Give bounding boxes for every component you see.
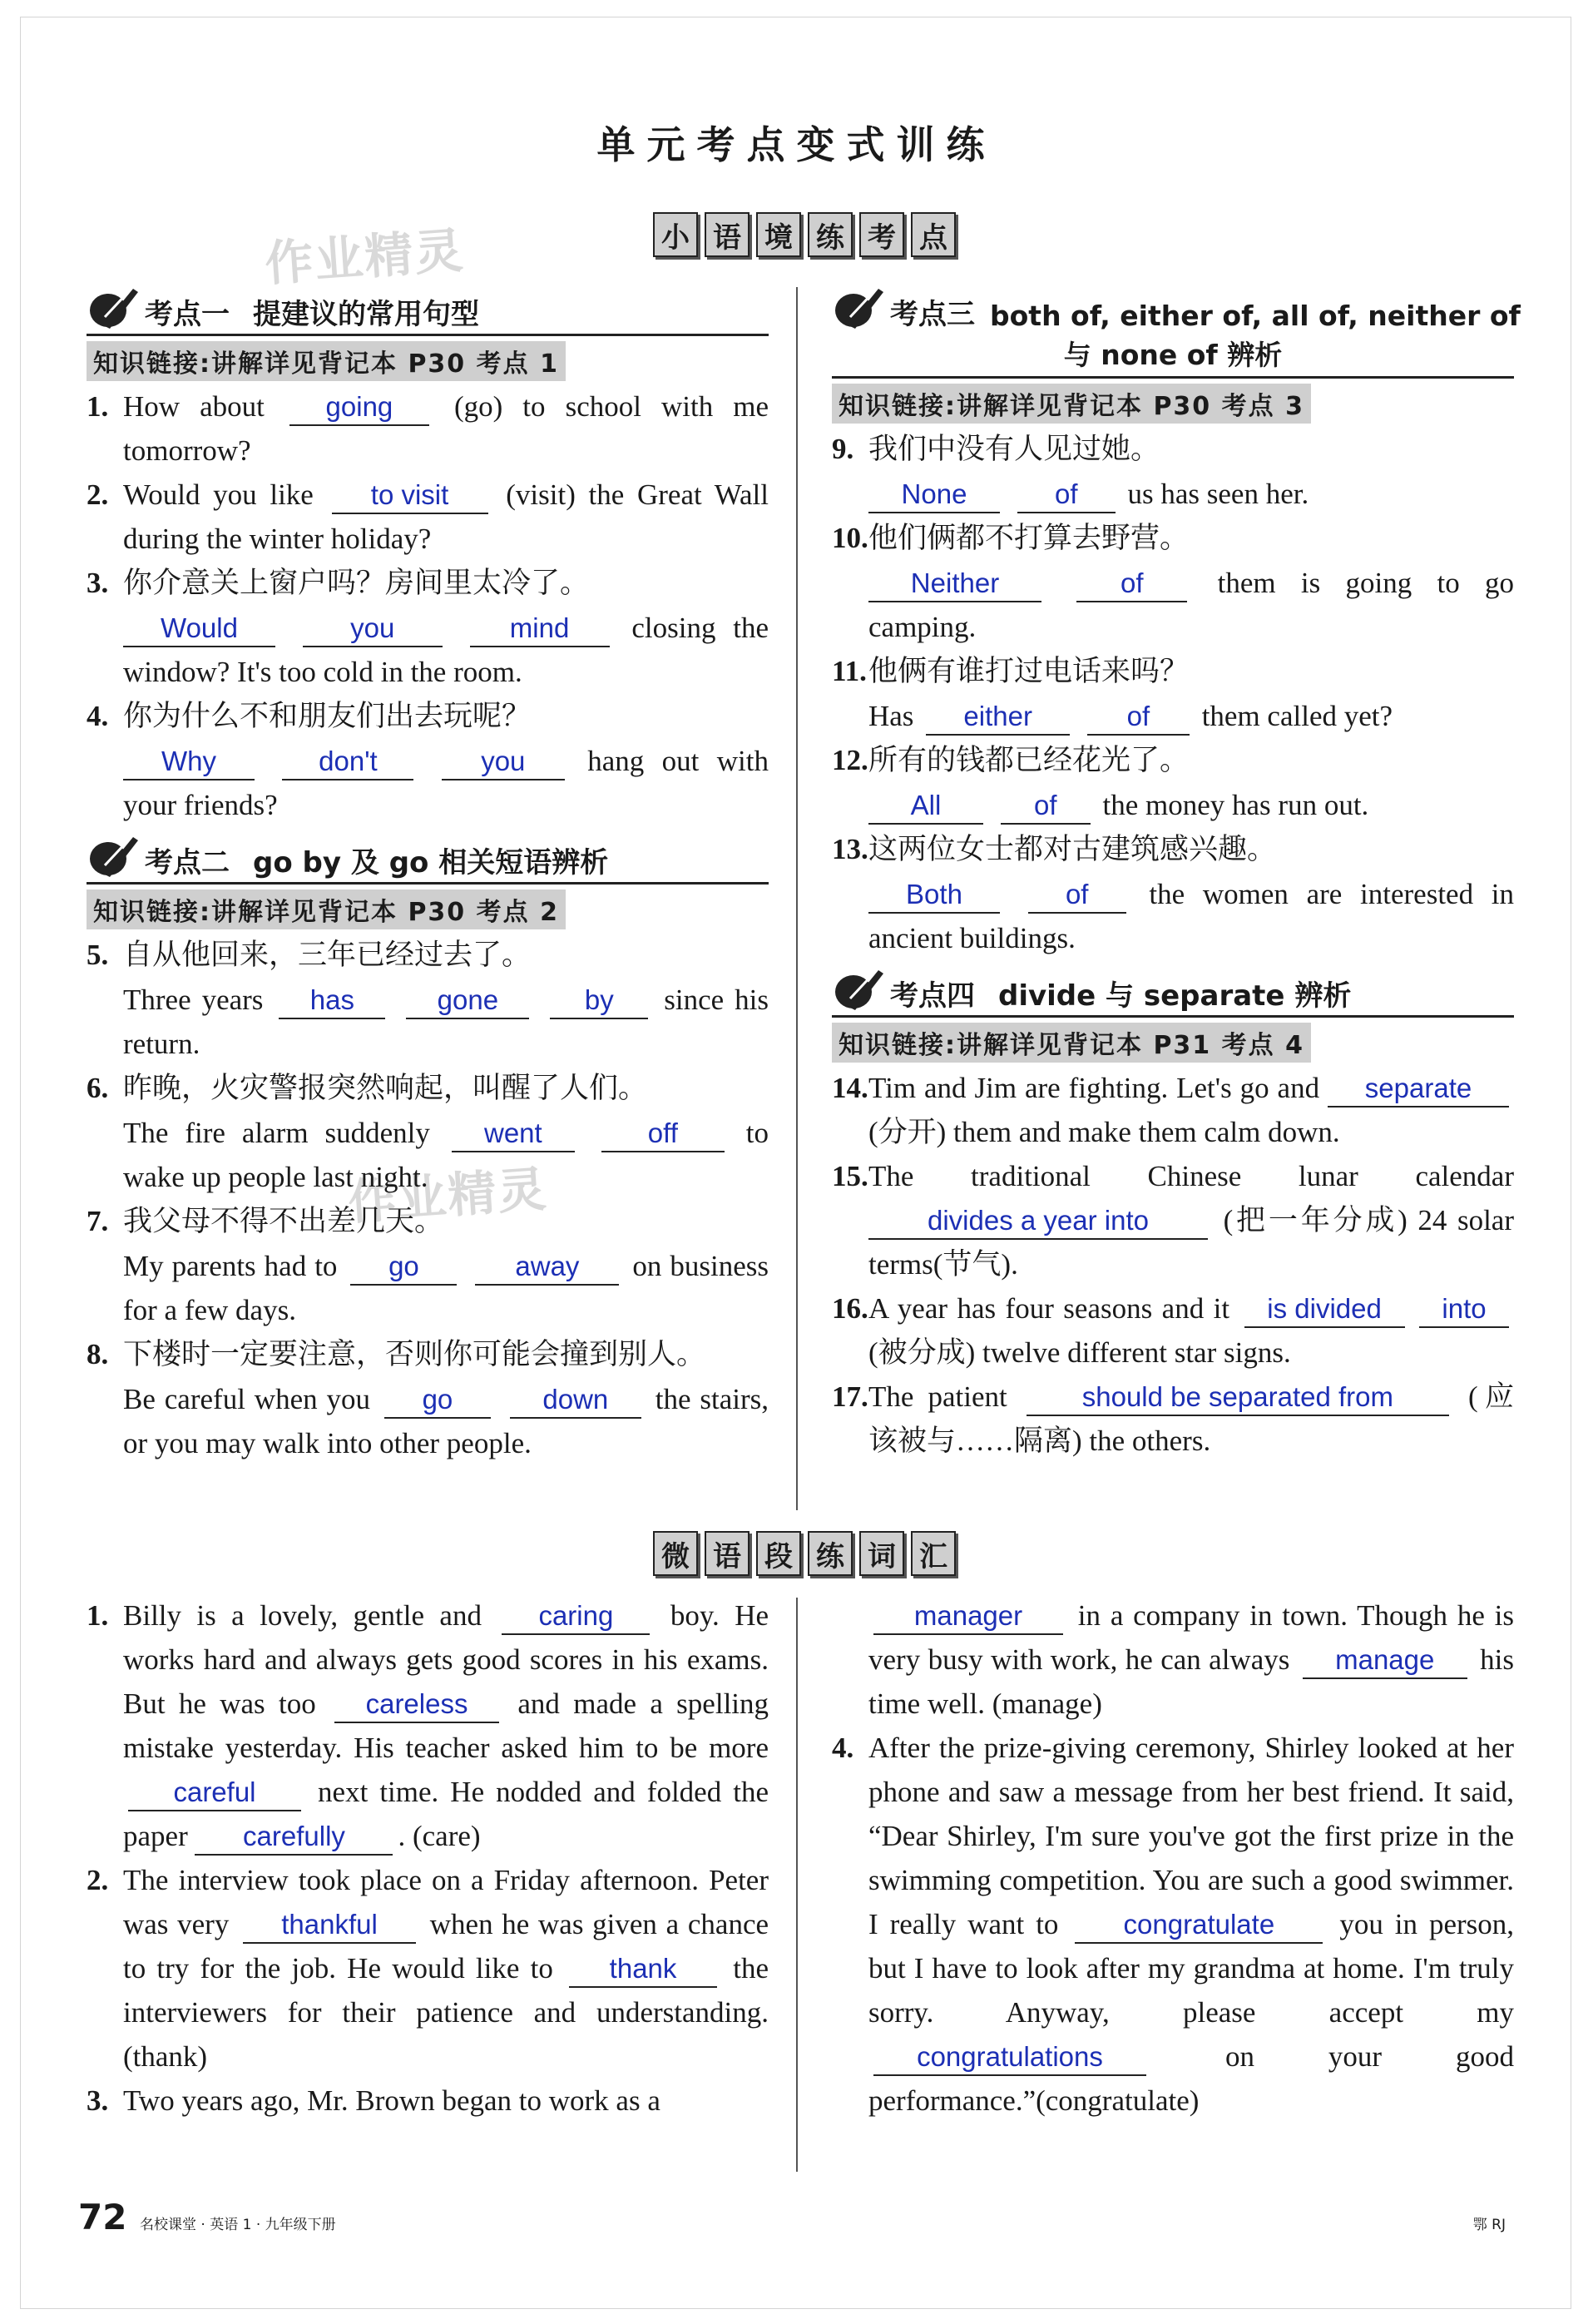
passage-text: After the prize-giving ceremony, Shirley looked at her phone and saw a message from her best friend. It said, “Dear Shirley, I'm sure you've got the first prize in the swimming competition. You are such a good swimmer. I really want to (868, 1732, 1514, 1940)
question-chinese: 昨晚，火灾警报突然响起，叫醒了人们。 (123, 1072, 648, 1105)
section-heading-4 (832, 969, 1514, 1018)
question-text: The traditional Chinese lunar calendar (868, 1160, 1514, 1192)
question-3 (87, 561, 769, 694)
answer-blank[interactable]: divides a year into (868, 1203, 1208, 1240)
question-2 (87, 473, 769, 561)
left-column-vocab (87, 1593, 769, 2123)
answer-blank[interactable]: Both (868, 877, 1000, 914)
question-text: (应该被与……隔离) the others. (868, 1380, 1514, 1457)
knowledge-link: 知识链接:讲解详见背记本 P30 考点 2 (87, 889, 566, 929)
answer-blank[interactable]: don't (282, 744, 413, 780)
answer-blank[interactable]: go (384, 1382, 491, 1419)
section-title: 提建议的常用句型 (253, 298, 479, 331)
edition-label: 鄂 RJ (1472, 2217, 1506, 2233)
banner-char: 小 (653, 212, 698, 257)
question-number: 14. (832, 1072, 868, 1104)
passage-text: his time well. (manage) (868, 1643, 1514, 1720)
section-title: divide 与 separate 辨析 (998, 979, 1352, 1013)
answer-blank[interactable]: gone (406, 983, 529, 1019)
banner-char: 汇 (911, 1531, 956, 1576)
question-chinese: 他俩有谁打过电话来吗？ (868, 655, 1190, 688)
page-title: 单元考点变式训练 (596, 122, 997, 167)
passage-text: on your good performance.”(congratulate) (868, 2040, 1515, 2117)
answer-blank[interactable]: either (926, 699, 1070, 736)
section-label: 考点四 (890, 979, 975, 1013)
answer-blank[interactable]: carefully (195, 1819, 393, 1856)
knowledge-link: 知识链接:讲解详见背记本 P31 考点 4 (832, 1023, 1311, 1063)
question-chinese: 你介意关上窗户吗？房间里太冷了。 (123, 567, 590, 600)
section-label: 考点二 (145, 846, 230, 880)
answer-blank[interactable]: of (1087, 699, 1190, 736)
watermark: 作业精灵 (346, 1160, 550, 1231)
question-text: (被分成) twelve different star signs. (868, 1336, 1291, 1369)
brush-icon (832, 965, 885, 1013)
passage-3-continued (832, 1593, 1514, 1726)
answer-blank[interactable]: Would (123, 611, 275, 647)
banner-char: 微 (653, 1531, 698, 1576)
answer-blank[interactable]: All (868, 788, 983, 825)
question-text: the stairs, or you may walk into other people. (123, 1383, 769, 1459)
column-divider (796, 287, 798, 1510)
question-text: the money has run out. (1102, 789, 1369, 821)
question-text: Would you like (123, 478, 314, 511)
knowledge-link: 知识链接:讲解详见背记本 P30 考点 3 (832, 384, 1311, 424)
question-text: (分开) them and make them calm down. (868, 1116, 1340, 1148)
question-text: The fire alarm suddenly (123, 1117, 430, 1149)
banner-char: 语 (705, 1531, 750, 1576)
answer-blank[interactable]: of (1076, 566, 1187, 602)
question-number: 1. (87, 1599, 109, 1632)
question-text: (visit) the Great Wall during the winter holiday? (123, 478, 769, 555)
page-number: 72 (78, 2197, 127, 2237)
answer-blank[interactable]: has (279, 983, 385, 1019)
banner-char: 点 (911, 212, 956, 257)
question-text: My parents had to (123, 1250, 338, 1282)
answer-blank[interactable]: went (452, 1116, 575, 1152)
passage-text: when he was given a chance to try for the job. He would like to (123, 1908, 769, 1985)
question-chinese: 他们俩都不打算去野营。 (868, 522, 1190, 555)
answer-blank[interactable]: of (1017, 477, 1116, 513)
question-number: 2. (87, 1864, 109, 1896)
banner-char: 段 (756, 1531, 801, 1576)
section-title: both of, either of, all of, neither of (990, 300, 1521, 332)
question-chinese: 下楼时一定要注意，否则你可能会撞到别人。 (123, 1338, 706, 1371)
passage-text: next time. He nodded and folded the paper (123, 1776, 769, 1852)
passage-2 (87, 1858, 769, 2079)
question-text: us has seen her. (1127, 478, 1309, 510)
section-title-line2: 与 none of 辨析 (832, 334, 1514, 379)
passage-text: and made a spelling mistake yesterday. His teacher asked him to be more (123, 1687, 769, 1764)
question-text: the women are interested in ancient buildings. (868, 878, 1515, 954)
answer-blank[interactable]: caring (502, 1598, 650, 1635)
passage-text: The interview took place on a Friday afternoon. Peter was very (123, 1864, 769, 1940)
section-heading-2 (87, 835, 769, 885)
question-number: 15. (832, 1160, 868, 1192)
brush-icon (832, 284, 885, 332)
answer-blank[interactable]: separate (1328, 1071, 1509, 1107)
answer-blank[interactable]: thankful (243, 1907, 416, 1944)
question-number: 10. (832, 522, 868, 554)
answer-blank[interactable]: is divided (1244, 1291, 1405, 1328)
question-chinese: 我们中没有人见过她。 (868, 433, 1160, 466)
question-number: 2. (87, 478, 109, 511)
question-text: Three years (123, 984, 264, 1016)
banner-char: 境 (756, 212, 801, 257)
question-number: 3. (87, 2084, 109, 2117)
answer-blank[interactable]: by (550, 983, 648, 1019)
answer-blank[interactable]: down (510, 1382, 641, 1419)
banner-char: 练 (808, 1531, 853, 1576)
question-5 (87, 933, 769, 1066)
question-chinese: 我父母不得不出差几天。 (123, 1205, 444, 1238)
question-number: 17. (832, 1380, 868, 1413)
question-9 (832, 427, 1514, 516)
passage-text: Billy is a lovely, gentle and (123, 1599, 482, 1632)
question-number: 4. (832, 1732, 854, 1764)
left-column (87, 287, 769, 1465)
question-text: Has (868, 700, 914, 732)
answer-blank[interactable]: you (303, 611, 443, 647)
banner-char: 考 (859, 212, 904, 257)
question-10 (832, 516, 1514, 649)
answer-blank[interactable]: of (1001, 788, 1091, 825)
answer-blank[interactable]: None (868, 477, 1000, 513)
question-number: 3. (87, 567, 109, 599)
section-label: 考点三 (890, 298, 975, 331)
passage-text: you in person, but I have to look after my grandma at home. I'm truly sorry. Anyway, please accept my (868, 1908, 1515, 2029)
section-banner-vocab (653, 1531, 956, 1576)
answer-blank[interactable]: Why (123, 744, 255, 780)
right-column-vocab (832, 1593, 1514, 2123)
column-divider (796, 1598, 798, 2172)
question-text: How about (123, 390, 265, 423)
question-text: A year has four seasons and it (868, 1292, 1230, 1325)
question-text: (go) to school with me tomorrow? (123, 390, 769, 467)
banner-char: 练 (808, 212, 853, 257)
question-7 (87, 1199, 769, 1332)
answer-blank[interactable]: go (350, 1249, 457, 1286)
banner-char: 词 (859, 1531, 904, 1576)
passage-3 (87, 2079, 769, 2123)
answer-blank[interactable]: should be separated from (1027, 1380, 1449, 1416)
answer-blank[interactable]: away (475, 1249, 619, 1286)
answer-blank[interactable]: mind (470, 611, 610, 647)
answer-blank[interactable]: congratulate (1075, 1907, 1323, 1944)
section-label: 考点一 (145, 298, 230, 331)
knowledge-link: 知识链接:讲解详见背记本 P30 考点 1 (87, 341, 566, 381)
passage-text: boy. He works hard and always gets good scores in his exams. But he was too (123, 1599, 769, 1720)
answer-blank[interactable]: you (442, 744, 565, 780)
book-title: 名校课堂 · 英语 1 · 九年级下册 (140, 2217, 336, 2233)
question-14 (832, 1066, 1514, 1154)
question-1 (87, 384, 769, 473)
brush-icon (87, 832, 140, 880)
question-8 (87, 1332, 769, 1465)
answer-blank[interactable]: careful (128, 1775, 301, 1811)
question-text: The patient (868, 1380, 1007, 1413)
passage-text: in a company in town. Though he is very busy with work, he can always (868, 1599, 1515, 1676)
question-number: 9. (832, 433, 854, 465)
question-number: 5. (87, 939, 109, 971)
answer-blank[interactable]: of (1028, 877, 1126, 914)
question-number: 12. (832, 744, 868, 776)
question-16 (832, 1286, 1514, 1375)
answer-blank[interactable]: going (289, 389, 429, 426)
answer-blank[interactable]: careless (334, 1687, 499, 1723)
question-text: closing the window? It's too cold in the room. (123, 612, 769, 688)
passage-text: Two years ago, Mr. Brown began to work as a (123, 2084, 660, 2117)
question-chinese: 你为什么不和朋友们出去玩呢？ (123, 700, 532, 733)
question-text: hang out with your friends? (123, 745, 769, 821)
question-text: since his return. (123, 984, 769, 1060)
answer-blank[interactable]: congratulations (873, 2039, 1146, 2076)
question-13 (832, 827, 1514, 960)
question-number: 11. (832, 655, 867, 687)
question-chinese: 这两位女士都对古建筑感兴趣。 (868, 833, 1277, 866)
answer-blank[interactable]: thank (569, 1951, 717, 1988)
brush-icon (87, 284, 140, 332)
question-number: 7. (87, 1205, 109, 1237)
question-text: them called yet? (1201, 700, 1393, 732)
question-number: 16. (832, 1292, 868, 1325)
question-4 (87, 694, 769, 827)
question-number: 6. (87, 1072, 109, 1104)
answer-blank[interactable]: into (1419, 1291, 1509, 1328)
question-number: 4. (87, 700, 109, 732)
watermark: 作业精灵 (263, 221, 467, 293)
section-heading-1 (87, 287, 769, 336)
question-text: them is going to go camping. (868, 567, 1515, 643)
question-17 (832, 1375, 1514, 1463)
question-text: to wake up people last night. (123, 1117, 769, 1193)
banner-char: 语 (705, 212, 750, 257)
question-text: Be careful when you (123, 1383, 371, 1415)
question-chinese: 自从他回来，三年已经过去了。 (123, 939, 532, 972)
answer-blank[interactable]: to visit (332, 478, 488, 514)
question-number: 1. (87, 390, 109, 423)
answer-blank[interactable]: off (601, 1116, 725, 1152)
passage-text: the interviewers for their patience and understanding. (thank) (123, 1952, 769, 2073)
question-6 (87, 1066, 769, 1199)
question-11 (832, 649, 1514, 738)
question-chinese: 所有的钱都已经花光了。 (868, 744, 1190, 777)
question-15 (832, 1154, 1514, 1286)
answer-blank[interactable]: Neither (868, 566, 1041, 602)
section-title: go by 及 go 相关短语辨析 (253, 846, 609, 880)
question-number: 13. (832, 833, 868, 865)
passage-4 (832, 1726, 1514, 2123)
question-number: 8. (87, 1338, 109, 1370)
passage-text: . (care) (398, 1820, 481, 1852)
question-text: (把一年分成) 24 solar terms(节气). (868, 1204, 1514, 1281)
question-text: on business for a few days. (123, 1250, 769, 1326)
question-12 (832, 738, 1514, 827)
section-heading-3 (832, 287, 1521, 334)
answer-blank[interactable]: manager (873, 1598, 1063, 1635)
question-text: Tim and Jim are fighting. Let's go and (868, 1072, 1320, 1104)
passage-1 (87, 1593, 769, 1858)
right-column (832, 287, 1521, 1463)
section-banner-context (653, 212, 956, 257)
answer-blank[interactable]: manage (1303, 1643, 1467, 1679)
